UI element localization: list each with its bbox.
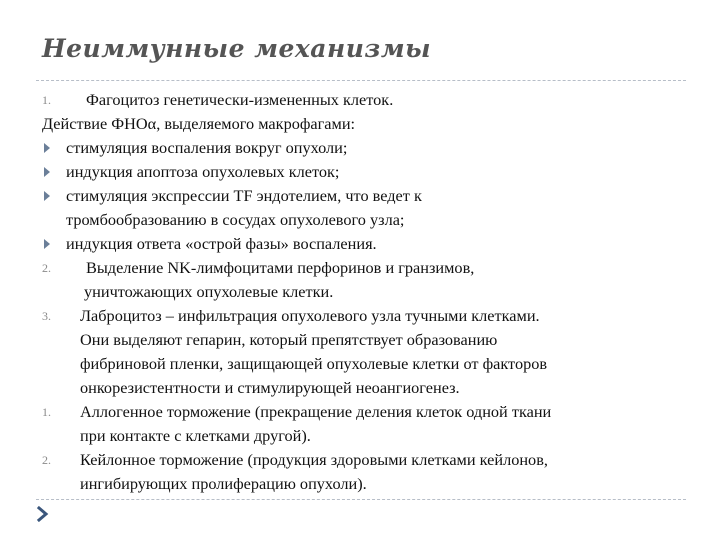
bullet-text: стимуляция экспрессии TF эндотелием, что ведет к (66, 186, 422, 205)
list-item-continuation: ингибирующих пролиферацию опухоли). (80, 474, 367, 493)
list-item-continuation: уничтожающих опухолевые клетки. (84, 282, 334, 301)
list-number: 2. (42, 261, 51, 275)
bullet-text: индукция ответа «острой фазы» воспаления. (66, 234, 377, 253)
list-item-continuation: при контакте с клетками другой). (80, 426, 311, 445)
slide-title: Неиммунные механизмы (42, 34, 432, 63)
list-item-continuation: онкорезистентности и стимулирующей неоангиогенез. (80, 378, 460, 397)
triangle-bullet-icon (44, 143, 50, 153)
triangle-bullet-icon (44, 191, 50, 201)
list-item-continuation: Они выделяют гепарин, который препятствует образованию (80, 330, 498, 349)
triangle-bullet-icon (44, 239, 50, 249)
bullet-text: стимуляция воспаления вокруг опухоли; (66, 138, 348, 157)
list-item-text: Действие ФНОα, выделяемого макрофагами: (42, 114, 356, 133)
triangle-bullet-icon (44, 167, 50, 177)
list-item-text: Аллогенное торможение (прекращение деления клеток одной ткани (80, 402, 552, 421)
list-number: 2. (42, 453, 51, 467)
list-number: 1. (42, 405, 51, 419)
bullet-text-continuation: тромбообразованию в сосудах опухолевого узла; (66, 210, 405, 229)
list-number: 1. (42, 93, 51, 107)
list-item-text: Лаброцитоз – инфильтрация опухолевого узла тучными клетками. (80, 306, 540, 325)
title-divider (36, 80, 686, 81)
chevron-right-icon (36, 506, 50, 522)
list-number: 3. (42, 309, 51, 323)
footer-divider (36, 499, 686, 500)
list-item-text: Выделение NK-лимфоцитами перфоринов и гранзимов, (86, 258, 475, 277)
list-item-text: Кейлонное торможение (продукция здоровыми клетками кейлонов, (80, 450, 548, 469)
list-item-text: Фагоцитоз генетически-измененных клеток. (86, 90, 394, 109)
bullet-text: индукция апоптоза опухолевых клеток; (66, 162, 340, 181)
list-item-continuation: фибриновой пленки, защищающей опухолевые клетки от факторов (80, 354, 548, 373)
